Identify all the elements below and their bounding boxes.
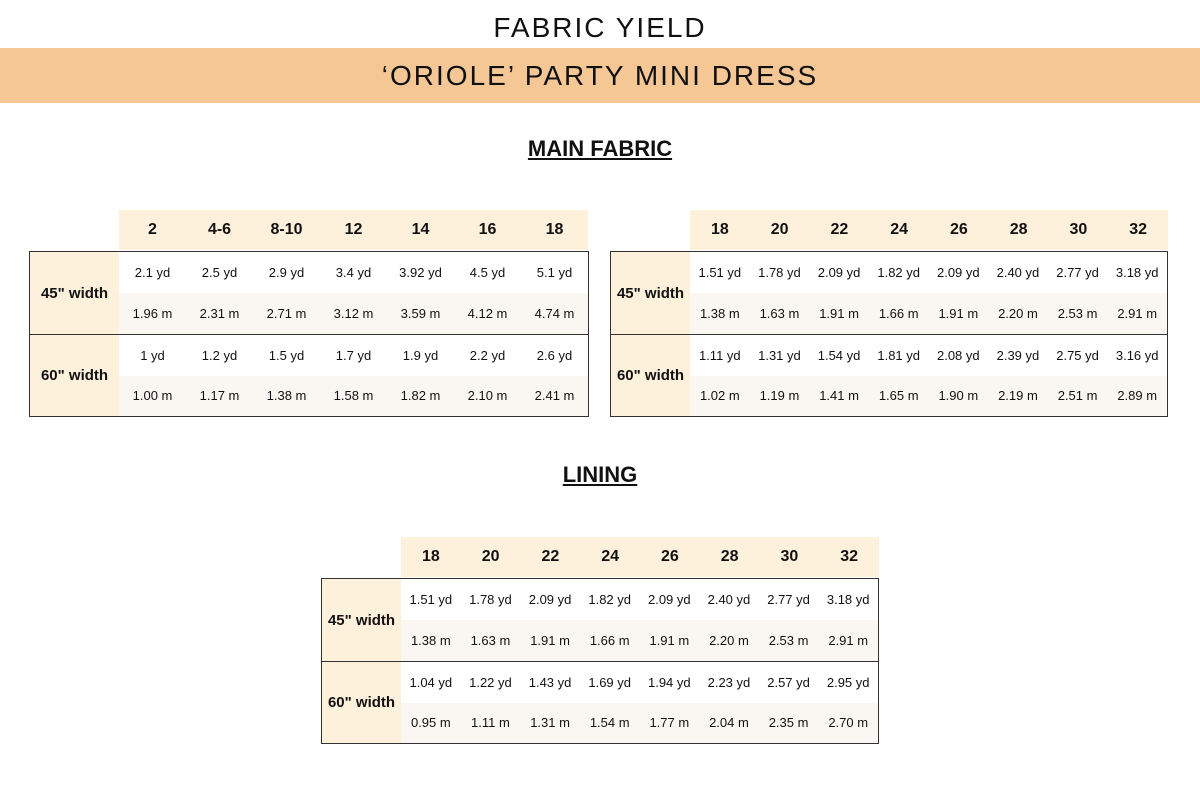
yield-cell: 1.43 yd	[528, 674, 572, 690]
yield-cell: 2.1 yd	[134, 265, 171, 280]
row-label: 45" width	[611, 252, 690, 334]
yield-cell: 1.9 yd	[402, 347, 439, 363]
width-group	[30, 252, 588, 334]
size-header: 30	[780, 548, 799, 565]
yield-cell: 1.2 yd	[201, 347, 238, 363]
yield-cell: 2.91 m	[1117, 306, 1158, 321]
meter-row	[119, 376, 588, 417]
yield-cell: 1.22 yd	[469, 674, 512, 690]
row-label: 45" width	[322, 579, 401, 661]
yield-cell: 2.19 m	[998, 388, 1038, 404]
yield-cell: 1.11 m	[471, 715, 510, 731]
yield-cell: 4.5 yd	[469, 265, 506, 280]
yield-cell: 2.57 yd	[767, 674, 810, 690]
meter-row	[690, 376, 1167, 417]
yield-body	[29, 251, 589, 417]
yield-cell: 1.11 yd	[698, 347, 741, 363]
size-header: 28	[720, 548, 739, 565]
row-label: 60" width	[30, 335, 119, 416]
yield-cell: 3.92 yd	[399, 265, 442, 280]
yield-cell: 1.91 m	[649, 633, 690, 648]
size-header: 22	[541, 548, 560, 565]
yield-cell: 0.95 m	[410, 715, 451, 731]
yield-cell: 3.59 m	[400, 306, 441, 321]
yield-cell: 2.51 m	[1057, 388, 1098, 404]
meter-row	[401, 703, 878, 744]
yield-cell: 1.02 m	[699, 388, 740, 404]
yield-cell: 2.20 m	[709, 633, 749, 648]
yield-cell: 1.19 m	[759, 388, 800, 404]
width-group	[322, 661, 878, 743]
yield-cell: 1.31 m	[530, 715, 570, 731]
yield-cell: 1.54 yd	[817, 347, 861, 363]
yield-cell: 1.78 yd	[758, 265, 801, 280]
row-label: 60" width	[322, 662, 401, 743]
yield-cell: 1.91 m	[938, 306, 979, 321]
size-header: 32	[840, 548, 859, 565]
yield-cell: 1.38 m	[410, 633, 451, 648]
size-header: 24	[890, 221, 909, 238]
yield-cell: 2.95 yd	[826, 674, 870, 690]
yard-row	[690, 335, 1167, 376]
yield-cell: 2.9 yd	[268, 265, 305, 280]
yield-cell: 2.89 m	[1117, 388, 1158, 404]
yield-cell: 2.23 yd	[707, 674, 751, 690]
meter-row	[401, 620, 878, 661]
yield-cell: 5.1 yd	[536, 265, 573, 280]
yield-cell: 1.00 m	[132, 388, 173, 404]
yield-cell: 2.20 m	[998, 306, 1038, 321]
yield-cell: 1.7 yd	[335, 347, 372, 363]
yield-cell: 2.35 m	[768, 715, 809, 731]
size-header-row	[690, 210, 1168, 250]
yard-row	[690, 252, 1167, 293]
width-group	[322, 579, 878, 661]
yield-cell: 2.77 yd	[1056, 265, 1099, 280]
size-header: 20	[481, 548, 500, 565]
yield-cell: 1.69 yd	[588, 674, 632, 690]
yield-cell: 3.12 m	[333, 306, 374, 321]
yield-cell: 4.74 m	[534, 306, 575, 321]
yield-cell: 1.91 m	[530, 633, 570, 648]
yield-cell: 1.54 m	[589, 715, 630, 731]
yield-body	[321, 578, 879, 744]
size-header: 24	[601, 548, 620, 565]
yield-cell: 2.09 yd	[936, 265, 980, 280]
yield-cell: 2.41 m	[534, 388, 575, 404]
yield-cell: 1.66 m	[589, 633, 630, 648]
size-header: 18	[421, 548, 440, 565]
width-group	[611, 334, 1167, 416]
yield-body	[610, 251, 1168, 417]
yield-cell: 1.51 yd	[409, 592, 453, 607]
size-header: 30	[1069, 221, 1088, 238]
yield-cell: 1.65 m	[878, 388, 919, 404]
yield-cell: 2.40 yd	[707, 592, 751, 607]
yield-cell: 2.53 m	[768, 633, 809, 648]
yield-cell: 1.78 yd	[469, 592, 512, 607]
size-header: 26	[949, 221, 968, 238]
yield-cell: 2.6 yd	[536, 347, 573, 363]
yield-cell: 2.5 yd	[201, 265, 238, 280]
meter-row	[119, 293, 588, 334]
product-banner: ‘ORIOLE’ PARTY MINI DRESS	[0, 48, 1200, 103]
yield-cell: 1.91 m	[819, 306, 859, 321]
size-header: 28	[1009, 221, 1028, 238]
yield-cell: 1.63 m	[759, 306, 800, 321]
row-label: 45" width	[30, 252, 119, 334]
yield-cell: 2.08 yd	[936, 347, 980, 363]
yield-cell: 1.63 m	[470, 633, 511, 648]
yield-cell: 4.12 m	[467, 306, 508, 321]
yield-cell: 1.38 m	[699, 306, 740, 321]
size-header: 18	[710, 221, 729, 238]
yield-cell: 1.04 yd	[409, 674, 453, 690]
size-header-row	[401, 537, 879, 577]
size-header: 16	[478, 221, 497, 238]
yield-cell: 2.70 m	[828, 715, 869, 731]
yield-cell: 2.71 m	[266, 306, 307, 321]
yield-cell: 1.51 yd	[698, 265, 742, 280]
yield-cell: 1.94 yd	[647, 674, 691, 690]
yield-cell: 1.82 yd	[588, 592, 632, 607]
yield-cell: 3.18 yd	[1115, 265, 1159, 280]
yield-cell: 1.41 m	[819, 388, 859, 404]
yield-cell: 3.18 yd	[826, 592, 870, 607]
yield-cell: 2.39 yd	[996, 347, 1040, 363]
size-header-row	[119, 210, 588, 250]
width-group	[30, 334, 588, 416]
yield-cell: 2.77 yd	[767, 592, 810, 607]
yield-cell: 1.31 yd	[758, 347, 801, 363]
yield-cell: 2.09 yd	[817, 265, 861, 280]
yard-row	[401, 662, 878, 703]
yield-cell: 2.09 yd	[528, 592, 572, 607]
size-header: 20	[770, 221, 789, 238]
yield-cell: 2.75 yd	[1056, 347, 1099, 363]
size-header: 22	[830, 221, 849, 238]
yield-cell: 1.38 m	[266, 388, 307, 404]
yield-cell: 1.82 yd	[877, 265, 921, 280]
yield-cell: 3.16 yd	[1115, 347, 1159, 363]
yield-cell: 1.5 yd	[268, 347, 305, 363]
yield-cell: 1.58 m	[333, 388, 374, 404]
yield-cell: 2.09 yd	[647, 592, 691, 607]
size-header: 2	[148, 221, 157, 238]
row-label: 60" width	[611, 335, 690, 416]
size-header: 18	[545, 221, 564, 238]
size-header: 12	[344, 221, 363, 238]
yard-row	[119, 335, 588, 376]
yield-cell: 1.90 m	[938, 388, 979, 404]
yield-cell: 1.77 m	[649, 715, 690, 731]
page-title: FABRIC YIELD	[493, 12, 707, 43]
yield-cell: 2.10 m	[467, 388, 508, 404]
yield-cell: 1.17 m	[199, 388, 240, 404]
size-header: 26	[660, 548, 679, 565]
yield-cell: 1.81 yd	[877, 347, 921, 363]
yield-cell: 2.04 m	[709, 715, 749, 731]
size-header: 32	[1129, 221, 1148, 238]
yield-cell: 2.91 m	[828, 633, 869, 648]
size-header: 8-10	[270, 221, 303, 238]
yard-row	[401, 579, 878, 620]
main-fabric-heading: MAIN FABRIC	[527, 136, 673, 161]
width-group	[611, 252, 1167, 334]
size-header: 14	[411, 221, 430, 238]
yield-cell: 1.82 m	[400, 388, 441, 404]
yield-cell: 1.96 m	[132, 306, 173, 321]
yield-cell: 3.4 yd	[335, 265, 372, 280]
lining-heading: LINING	[562, 462, 638, 487]
yard-row	[119, 252, 588, 293]
meter-row	[690, 293, 1167, 334]
yield-cell: 2.40 yd	[996, 265, 1040, 280]
yield-cell: 1.66 m	[878, 306, 919, 321]
yield-cell: 2.2 yd	[469, 347, 506, 363]
yield-cell: 2.31 m	[199, 306, 240, 321]
yield-cell: 2.53 m	[1057, 306, 1098, 321]
yield-cell: 1 yd	[140, 347, 165, 363]
size-header: 4-6	[207, 221, 232, 238]
